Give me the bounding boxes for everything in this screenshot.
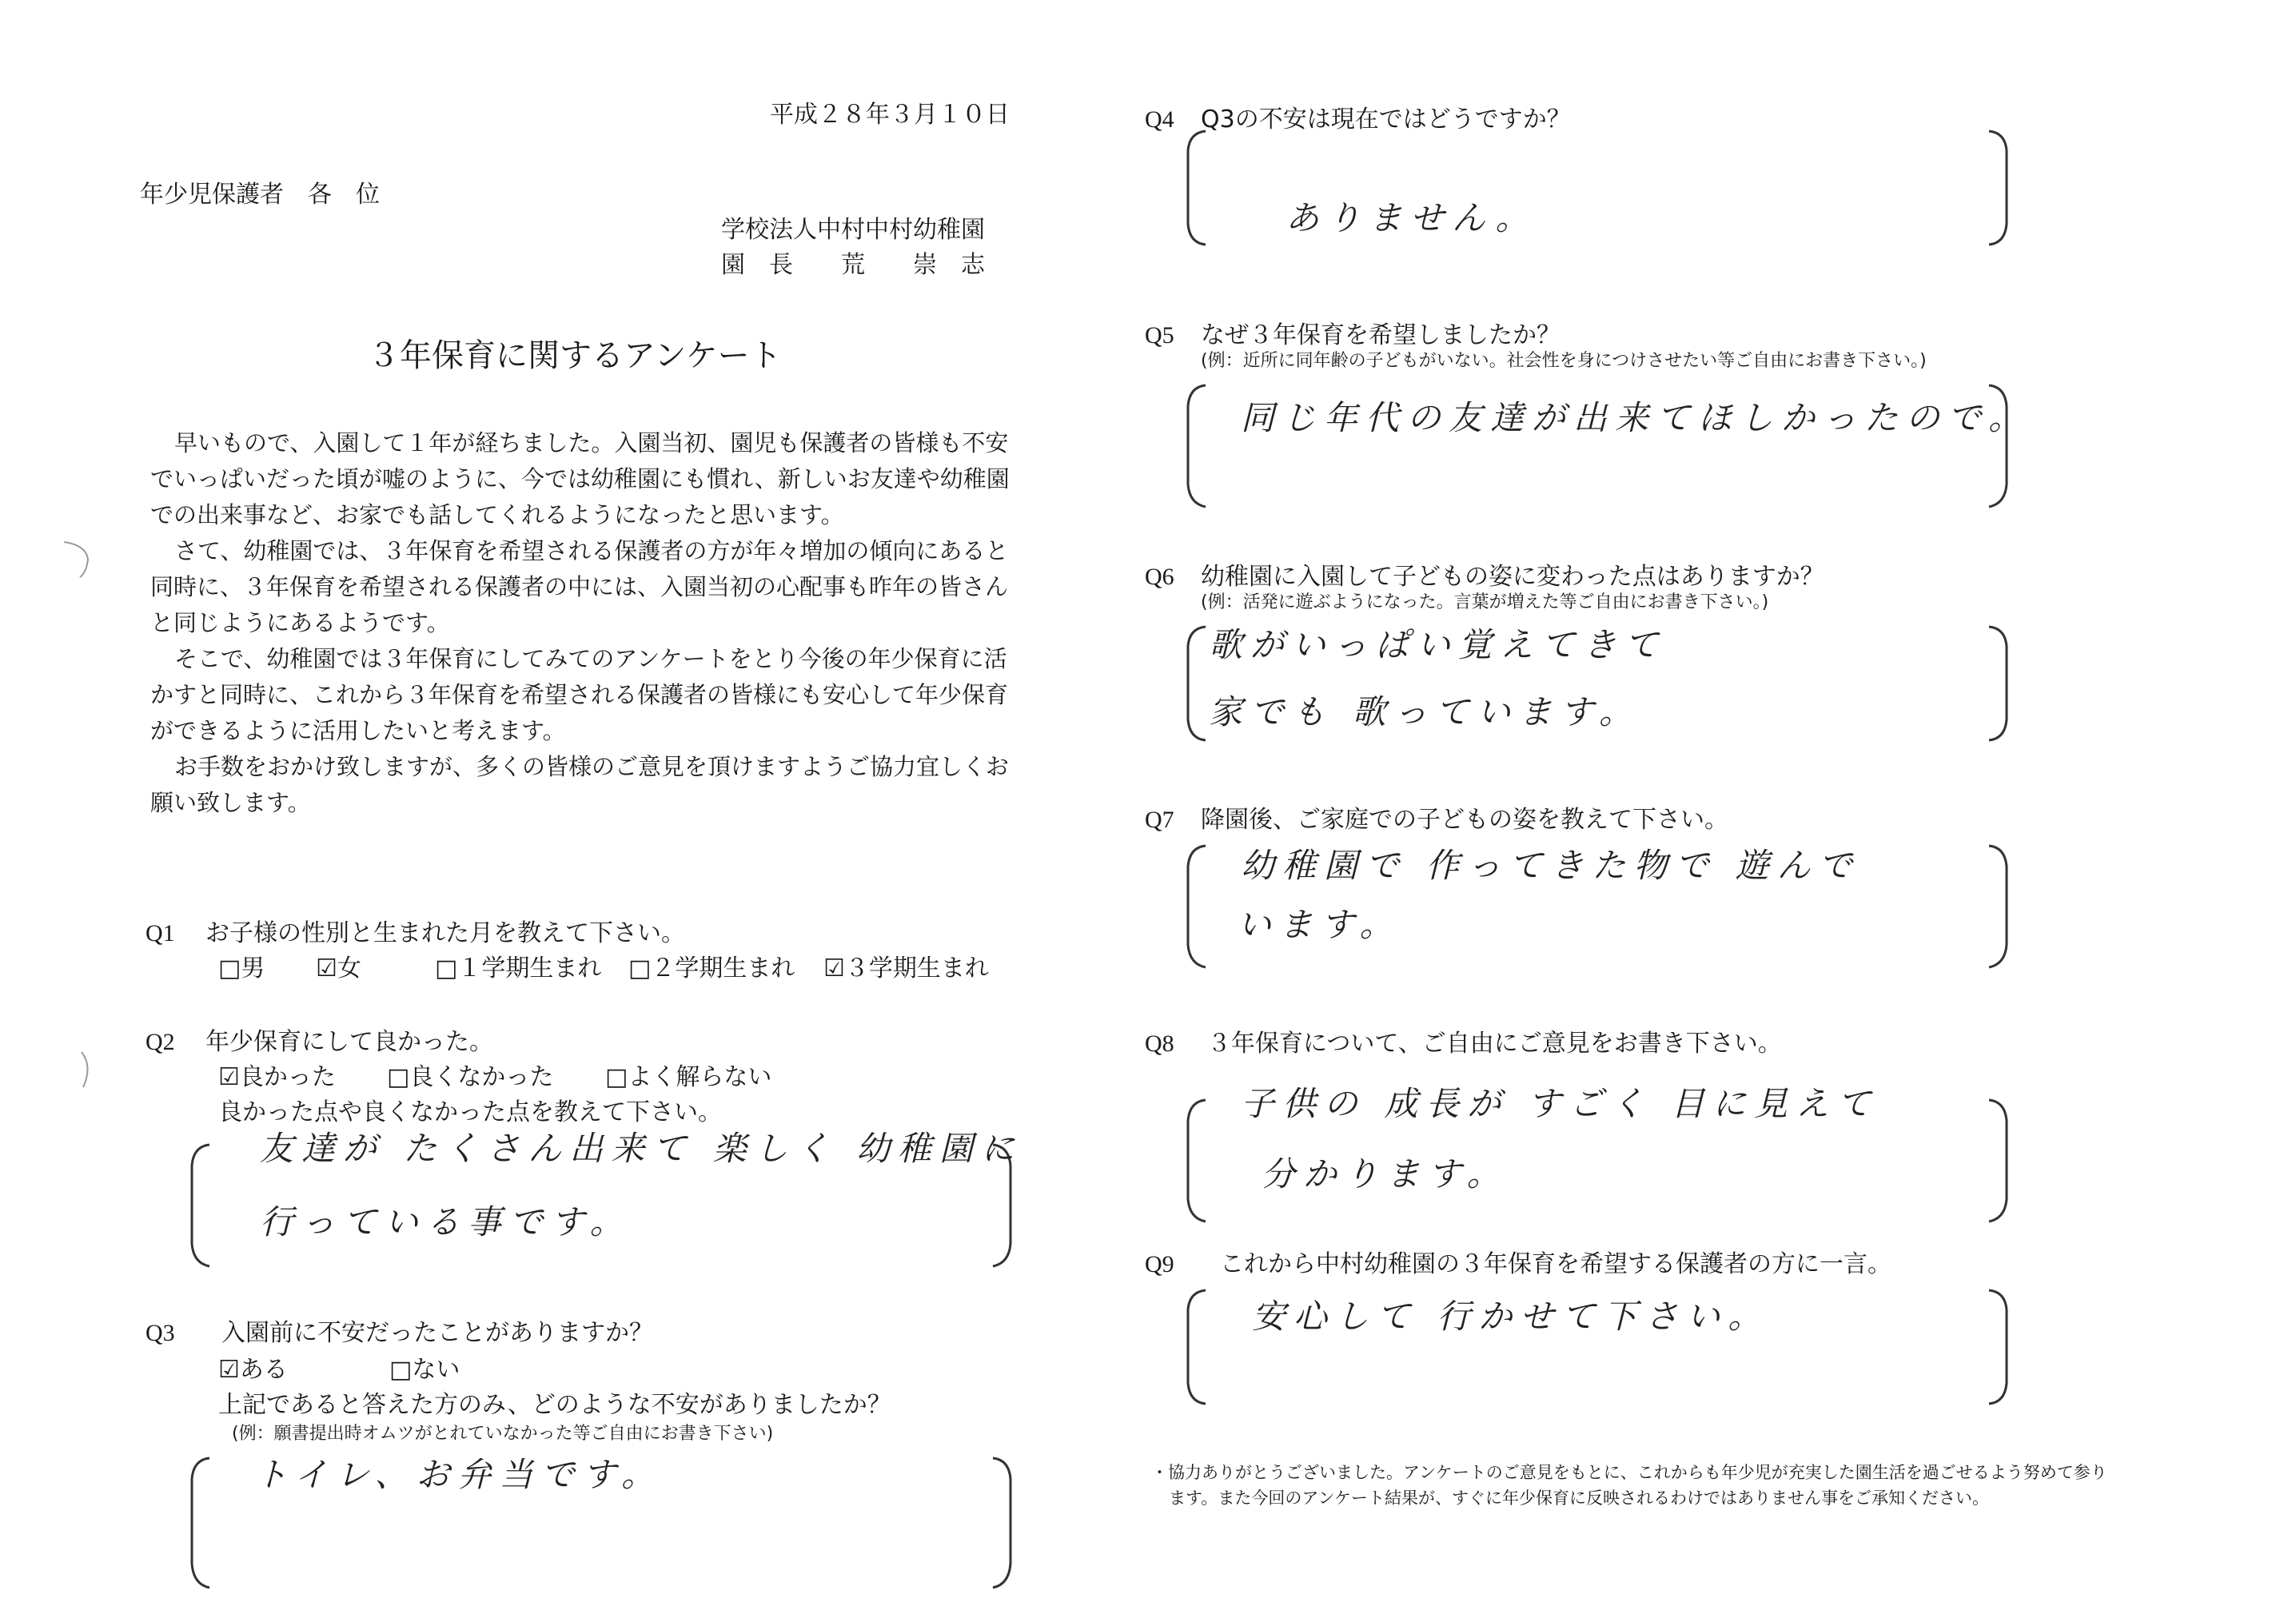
- q1-number: Q1: [145, 920, 175, 946]
- q6-question: 幼稚園に入園して子どもの姿に変わった点はありますか？: [1201, 563, 1824, 591]
- q2-sub-question: 良かった点や良くなかった点を教えて下さい。: [218, 1098, 722, 1126]
- q8-answer-line-2: 分かります。: [1262, 1154, 1509, 1194]
- sender-organization: 学校法人中村中村幼稚園: [721, 216, 985, 244]
- q4-number: Q4: [1145, 106, 1174, 133]
- q3-question: 入園前に不安だったことがありますか？: [221, 1319, 653, 1347]
- q5-number: Q5: [1145, 322, 1174, 349]
- footer-note-line-2: ます。また今回のアンケート結果が、すぐに年少保育に反映されるわけではありません事をご承知ください。: [1169, 1488, 1990, 1508]
- recipient-line: 年少児保護者 各 位: [140, 181, 380, 209]
- q3-option-no-checkbox[interactable]: □ない: [389, 1356, 460, 1384]
- q9-question: これから中村幼稚園の３年保育を希望する保護者の方に一言。: [1220, 1250, 1891, 1278]
- footer-note-line-1: ・協力ありがとうございました。アンケートのご意見をもとに、これからも年少児が充実した園生活を過ごせるよう努めて参り: [1151, 1463, 2107, 1482]
- q3-answer-line-1: トイレ、お弁当です。: [254, 1455, 664, 1494]
- q9-number: Q9: [1145, 1251, 1174, 1277]
- q6-answer-line-1: 歌がいっぱい覚えてきて: [1209, 625, 1667, 664]
- intro-paragraph: さて、幼稚園では、３年保育を希望される保護者の方が年々増加の傾向にあると同時に、３年保育を希望される保護者の中には、入園当初の心配事も昨年の皆さんと同じようにあるようです。: [150, 537, 1009, 636]
- punch-hole-mark: [48, 536, 96, 584]
- intro-paragraph: そこで、幼稚園では３年保育にしてみてのアンケートをとり今後の年少保育に活かすと同時に、これから３年保育を希望される保護者の皆様にも安心して年少保育ができるように活用したいと考えます。: [150, 645, 1009, 744]
- q3-example: (例：願書提出時オムツがとれていなかった等ご自由にお書き下さい): [232, 1424, 774, 1444]
- q7-question: 降園後、ご家庭での子どもの姿を教えて下さい。: [1201, 806, 1728, 834]
- q1-option-term1-checkbox[interactable]: □１学期生まれ: [435, 954, 602, 982]
- intro-paragraph: 早いもので、入園して１年が経ちました。入園当初、園児も保護者の皆様も不安でいっぱいだった頃が嘘のように、今では幼稚園にも慣れ、新しいお友達や幼稚園での出来事など、お家でも話してくれるようになったと思います。: [150, 429, 1010, 528]
- sender-name: 園 長 荒 崇 志: [721, 251, 985, 279]
- q2-option-not-good-checkbox[interactable]: □良くなかった: [387, 1063, 554, 1091]
- q3-sub-question: 上記であると答えた方のみ、どのような不安がありましたか？: [218, 1391, 891, 1419]
- q9-answer-line-1: 安心して 行かせて下さい。: [1252, 1297, 1770, 1336]
- q1-option-term2-checkbox[interactable]: □２学期生まれ: [628, 954, 795, 982]
- punch-hole-mark: [77, 1047, 101, 1095]
- q3-option-yes-checkbox[interactable]: ☑ある: [218, 1356, 288, 1384]
- q4-question: Q3の不安は現在ではどうですか？: [1201, 106, 1571, 134]
- document-date: 平成２８年３月１０日: [770, 101, 1010, 129]
- q2-answer-line-2: 行っている事です。: [260, 1202, 632, 1241]
- q1-option-male-checkbox[interactable]: □男: [218, 954, 265, 982]
- q6-example: (例：活発に遊ぶようになった。言葉が増えた等ご自由にお書き下さい。): [1201, 592, 1769, 612]
- q1-question: お子様の性別と生まれた月を教えて下さい。: [205, 919, 685, 947]
- q2-answer-line-1: 友達が たくさん出来て 楽しく 幼稚園に: [260, 1129, 1023, 1168]
- intro-paragraph: お手数をおかけ致しますが、多くの皆様のご意見を頂けますようご協力宜しくお願い致します。: [150, 753, 1010, 816]
- q6-answer-line-2: 家でも 歌っています。: [1209, 692, 1640, 731]
- q6-number: Q6: [1145, 564, 1174, 590]
- q3-number: Q3: [145, 1320, 175, 1346]
- q1-option-term3-checkbox[interactable]: ☑３学期生まれ: [823, 954, 989, 982]
- q2-number: Q2: [145, 1029, 175, 1055]
- q2-option-good-checkbox[interactable]: ☑良かった: [218, 1063, 336, 1091]
- page-title: ３年保育に関するアンケート: [368, 337, 782, 374]
- q5-question: なぜ３年保育を希望しましたか？: [1201, 321, 1561, 349]
- q7-answer-line-1: 幼稚園で 作ってきた物で 遊んで: [1241, 846, 1860, 885]
- q7-answer-line-2: います。: [1238, 905, 1401, 944]
- q5-example: (例：近所に同年齢の子どもがいない。社会性を身につけさせたい等ご自由にお書き下さい。): [1201, 351, 1927, 371]
- q4-answer-line-1: ありません。: [1286, 198, 1537, 237]
- q1-option-female-checkbox[interactable]: ☑女: [316, 954, 361, 982]
- intro-text: [150, 425, 1014, 821]
- q7-number: Q7: [1145, 807, 1174, 833]
- q8-number: Q8: [1145, 1030, 1174, 1057]
- q8-answer-line-1: 子供の 成長が すごく 目に見えて: [1241, 1084, 1879, 1123]
- q5-answer-line-1: 同じ年代の友達が出来てほしかったので。: [1241, 398, 2031, 437]
- q2-question: 年少保育にして良かった。: [205, 1028, 493, 1056]
- q8-question: ３年保育について、ご自由にご意見をお書き下さい。: [1207, 1030, 1782, 1058]
- q2-option-unsure-checkbox[interactable]: □よく解らない: [605, 1063, 772, 1091]
